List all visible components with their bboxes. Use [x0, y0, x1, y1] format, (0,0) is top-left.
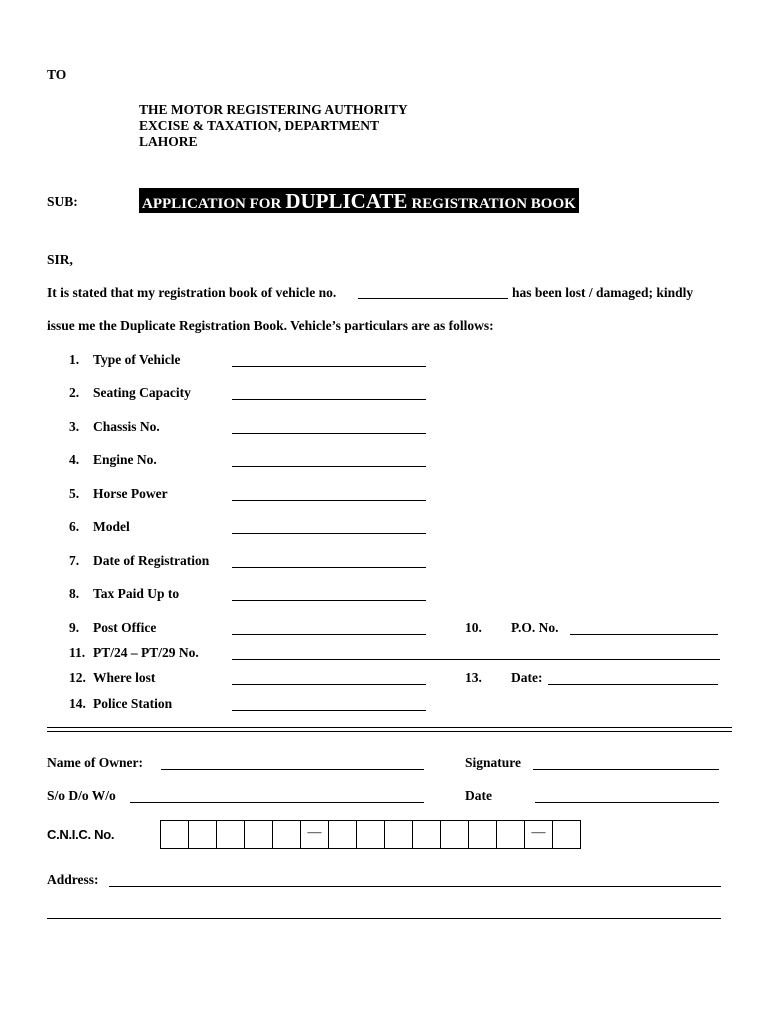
- where-lost-field[interactable]: [232, 684, 426, 685]
- cnic-digit-box[interactable]: [497, 821, 525, 848]
- cnic-dash-box: —: [525, 821, 553, 848]
- relation-label: S/o D/o W/o: [47, 788, 116, 803]
- po-no-field[interactable]: [570, 634, 718, 635]
- address-field-line-1[interactable]: [109, 886, 721, 887]
- item-8-label: Tax Paid Up to: [93, 586, 180, 601]
- item-6-label: Model: [93, 519, 130, 534]
- item-7-number: 7.: [69, 553, 80, 568]
- lost-date-field[interactable]: [548, 684, 718, 685]
- type-of-vehicle-field[interactable]: [232, 366, 426, 367]
- item-5-number: 5.: [69, 486, 80, 501]
- subject-title: [139, 188, 579, 213]
- cnic-digit-box[interactable]: [217, 821, 245, 848]
- item-9-label: Post Office: [93, 620, 157, 635]
- owner-date-field[interactable]: [535, 802, 719, 803]
- item-9-number: 9.: [69, 620, 80, 635]
- address-label: Address:: [47, 872, 99, 887]
- item-5-label: Horse Power: [93, 486, 168, 501]
- item-12-label: Where lost: [93, 670, 156, 685]
- relation-field[interactable]: [130, 802, 424, 803]
- cnic-input-boxes: [160, 820, 581, 849]
- police-station-field[interactable]: [232, 710, 426, 711]
- cnic-digit-box[interactable]: [161, 821, 189, 848]
- post-office-field[interactable]: [232, 634, 426, 635]
- chassis-no-field[interactable]: [232, 433, 426, 434]
- item-2-number: 2.: [69, 385, 80, 400]
- item-3-label: Chassis No.: [93, 419, 160, 434]
- owner-name-label: Name of Owner:: [47, 755, 143, 770]
- cnic-digit-box[interactable]: [357, 821, 385, 848]
- horse-power-field[interactable]: [232, 500, 426, 501]
- cnic-digit-box[interactable]: [245, 821, 273, 848]
- cnic-digit-box[interactable]: [553, 821, 581, 848]
- separator-line-bottom: [47, 731, 732, 732]
- item-11-label: PT/24 – PT/29 No.: [93, 645, 199, 660]
- owner-name-field[interactable]: [161, 769, 424, 770]
- item-4-label: Engine No.: [93, 452, 157, 467]
- addressee-line-1: THE MOTOR REGISTERING AUTHORITY: [139, 102, 408, 117]
- item-1-number: 1.: [69, 352, 80, 367]
- cnic-digit-box[interactable]: [469, 821, 497, 848]
- item-2-label: Seating Capacity: [93, 385, 191, 400]
- item-1-label: Type of Vehicle: [93, 352, 181, 367]
- salutation: SIR,: [47, 252, 73, 267]
- body-line-2: issue me the Duplicate Registration Book. Vehicle’s particulars are as follows:: [47, 318, 494, 333]
- item-10-number: 10.: [465, 620, 482, 635]
- subject-suffix: REGISTRATION BOOK: [411, 196, 576, 212]
- owner-date-label: Date: [465, 788, 492, 803]
- signature-field[interactable]: [533, 769, 719, 770]
- cnic-label: C.N.I.C. No.: [47, 827, 115, 842]
- cnic-digit-box[interactable]: [273, 821, 301, 848]
- cnic-digit-box[interactable]: [385, 821, 413, 848]
- cnic-dash-box: —: [301, 821, 329, 848]
- pt-number-field[interactable]: [232, 659, 720, 660]
- signature-label: Signature: [465, 755, 522, 770]
- item-6-number: 6.: [69, 519, 80, 534]
- cnic-digit-box[interactable]: [413, 821, 441, 848]
- separator-line-top: [47, 727, 732, 728]
- item-11-number: 11.: [69, 645, 86, 660]
- vehicle-no-field[interactable]: [358, 298, 508, 299]
- addressee-line-3: LAHORE: [139, 134, 198, 149]
- engine-no-field[interactable]: [232, 466, 426, 467]
- tax-paid-up-to-field[interactable]: [232, 600, 426, 601]
- address-field-line-2[interactable]: [47, 918, 721, 919]
- item-7-label: Date of Registration: [93, 553, 210, 568]
- model-field[interactable]: [232, 533, 426, 534]
- item-8-number: 8.: [69, 586, 80, 601]
- addressee-block: [139, 102, 408, 150]
- subject-emphasis: DUPLICATE: [285, 189, 408, 213]
- date-of-registration-field[interactable]: [232, 567, 426, 568]
- item-3-number: 3.: [69, 419, 80, 434]
- item-10-label: P.O. No.: [511, 620, 559, 635]
- addressee-line-2: EXCISE & TAXATION, DEPARTMENT: [139, 118, 380, 133]
- item-13-label: Date:: [511, 670, 543, 685]
- item-13-number: 13.: [465, 670, 482, 685]
- body-line-1-end: has been lost / damaged; kindly: [512, 285, 694, 300]
- subject-prefix: APPLICATION FOR: [142, 196, 282, 212]
- to-label: TO: [47, 67, 67, 82]
- item-12-number: 12.: [69, 670, 86, 685]
- seating-capacity-field[interactable]: [232, 399, 426, 400]
- cnic-digit-box[interactable]: [441, 821, 469, 848]
- cnic-digit-box[interactable]: [189, 821, 217, 848]
- item-14-label: Police Station: [93, 696, 173, 711]
- item-14-number: 14.: [69, 696, 86, 711]
- item-4-number: 4.: [69, 452, 80, 467]
- body-line-1-start: It is stated that my registration book of vehicle no.: [47, 285, 337, 300]
- cnic-digit-box[interactable]: [329, 821, 357, 848]
- subject-label: SUB:: [47, 194, 78, 209]
